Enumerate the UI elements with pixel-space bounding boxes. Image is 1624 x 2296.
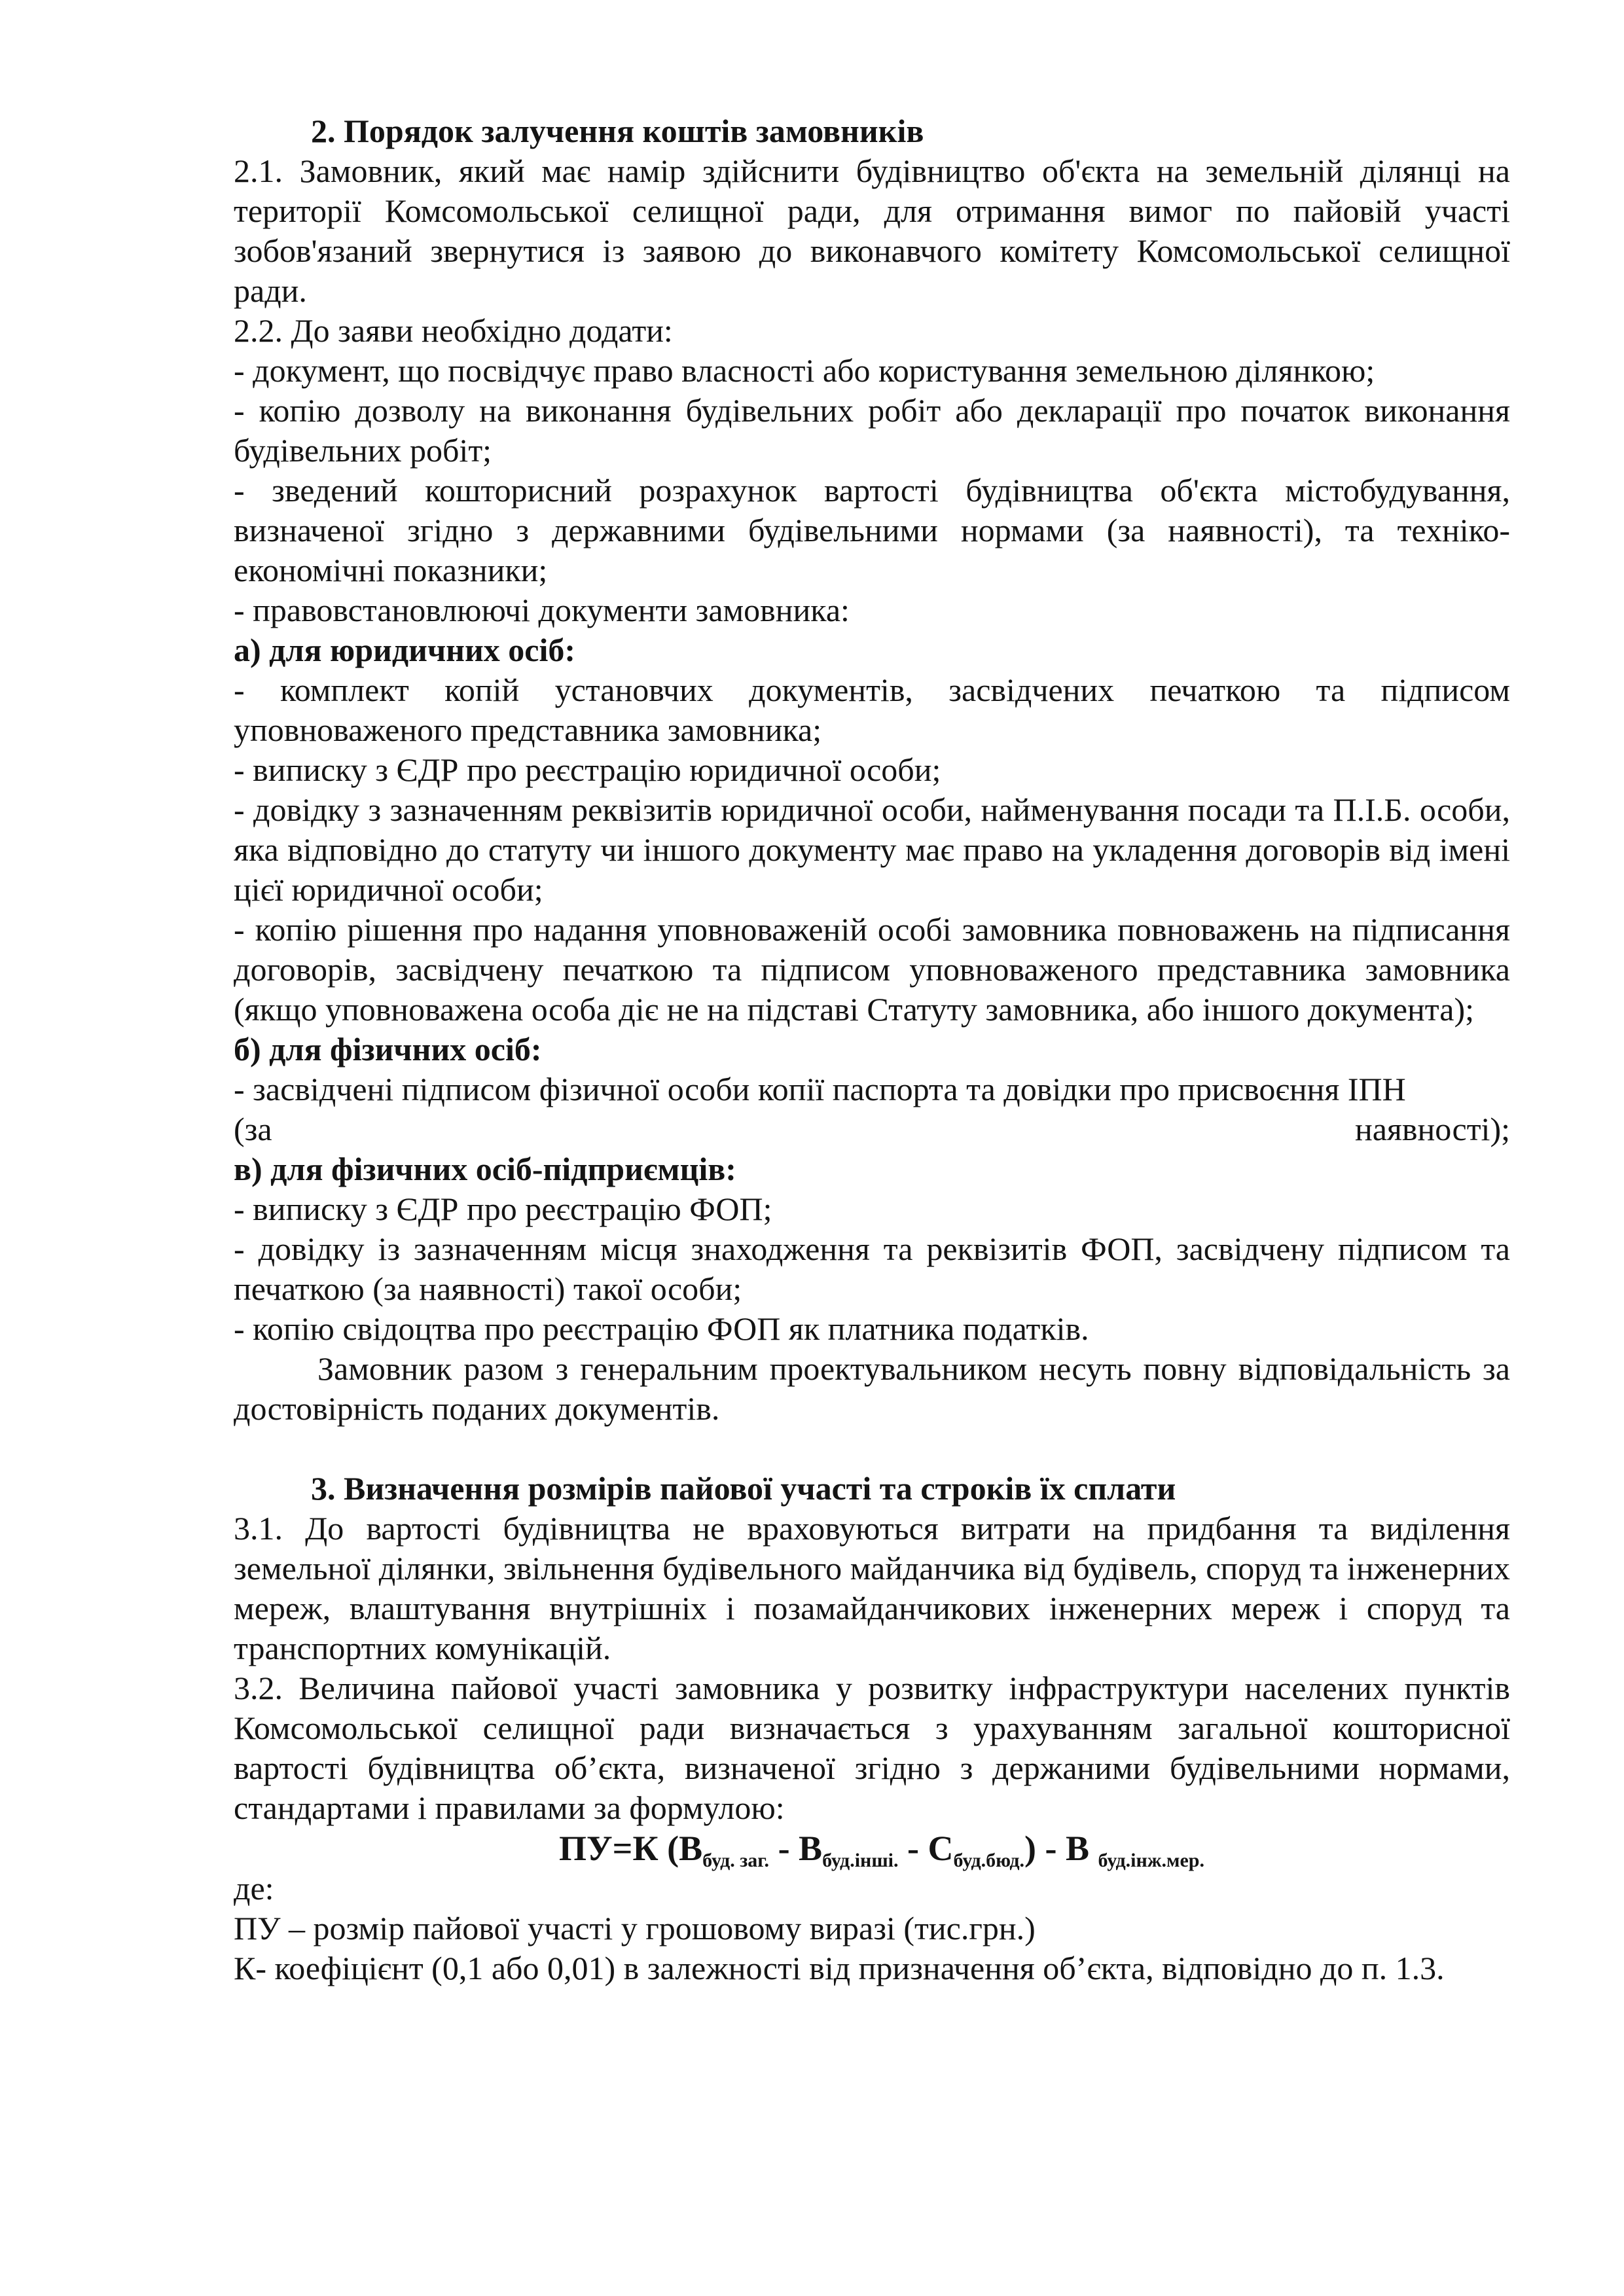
individuals-continuation-line <box>234 1109 1510 1149</box>
paragraph-3-2: 3.2. Величина пайової участі замовника у розвитку інфраструктури населених пунктів Комсомольської селищної ради визначається з урахуванням загальної кошторисної вартості будівництва об’єкта, визначеної згідно з держаними будівельними нормами, стандартами і правилами за формулою: <box>234 1670 1510 1826</box>
formula-subscript: буд.бюд. <box>953 1850 1025 1871</box>
list-item: - виписку з ЄДР про реєстрацію ФОП; <box>234 1191 772 1227</box>
share-formula <box>234 1828 1510 1869</box>
formula-subscript: буд.інші. <box>822 1850 899 1871</box>
list-item: - виписку з ЄДР про реєстрацію юридичної особи; <box>234 751 941 788</box>
section-2-heading: 2. Порядок залучення коштів замовників <box>311 113 924 149</box>
paragraph-2-1: 2.1. Замовник, який має намір здійснити будівництво об'єкта на земельній ділянці на території Комсомольської селищної ради, для отримання вимог по пайовій участі зобов'язаний звернутися із заявою до виконавчого комітету Комсомольської селищної ради. <box>234 152 1510 309</box>
paragraph-3-1: 3.1. До вартості будівництва не враховуються витрати на придбання та виділення земельної ділянки, звільнення будівельного майданчика від будівель, споруд та інженерних мереж, влаштування внутрішніх і позамайданчикових інженерних мереж і споруд та транспортних комунікацій. <box>234 1510 1510 1666</box>
definition-k: К- коефіцієнт (0,1 або 0,01) в залежності від призначення об’єкта, відповідно до п. 1.3. <box>234 1950 1445 1986</box>
section-3-heading: 3. Визначення розмірів пайової участі та строків їх сплати <box>311 1470 1176 1507</box>
formula-close: ) - В <box>1024 1829 1098 1868</box>
list-item: - копію свідоцтва про реєстрацію ФОП як платника податків. <box>234 1310 1089 1347</box>
list-item: - документ, що посвідчує право власності або користування земельною ділянкою; <box>234 352 1375 389</box>
formula-lead: ПУ=К (В <box>559 1829 703 1868</box>
list-item: - довідку із зазначенням місця знаходження та реквізитів ФОП, засвідчену підписом та печаткою (за наявності) такої особи; <box>234 1230 1510 1307</box>
definition-pu: ПУ – розмір пайової участі у грошовому виразі (тис.грн.) <box>234 1910 1036 1946</box>
formula-subscript: буд. заг. <box>702 1850 770 1871</box>
continuation-left: (за <box>234 1111 272 1147</box>
list-item: - засвідчені підписом фізичної особи копії паспорта та довідки про присвоєння ІПН <box>234 1071 1406 1107</box>
paragraph-2-2: 2.2. До заяви необхідно додати: <box>234 312 673 349</box>
formula-minus: - В <box>769 1829 823 1868</box>
list-item: - правовстановлюючі документи замовника: <box>234 592 850 628</box>
where-label: де: <box>234 1870 274 1907</box>
formula-subscript: буд.інж.мер. <box>1098 1850 1204 1871</box>
list-item: - комплект копій установчих документів, засвідчених печаткою та підписом уповноваженого представника замовника; <box>234 672 1510 748</box>
entrepreneurs-subheading: в) для фізичних осіб-підприємців: <box>234 1151 736 1187</box>
document-page <box>234 111 1510 1988</box>
list-item: - копію рішення про надання уповноваженій особі замовника повноважень на підписання договорів, засвідчену печаткою та підписом уповноваженого представника замовника (якщо уповноважена особа діє не на підставі Статуту замовника, або іншого документа); <box>234 911 1510 1028</box>
individuals-subheading: б) для фізичних осіб: <box>234 1031 542 1067</box>
responsibility-paragraph: Замовник разом з генеральним проектувальником несуть повну відповідальність за достовірність поданих документів. <box>234 1350 1510 1427</box>
list-item: - довідку з зазначенням реквізитів юридичної особи, найменування посади та П.І.Б. особи, яка відповідно до статуту чи іншого документу має право на укладення договорів від імені цієї юридичної особи; <box>234 791 1510 908</box>
list-item: - копію дозволу на виконання будівельних робіт або декларації про початок виконання будівельних робіт; <box>234 392 1510 469</box>
formula-minus: - С <box>898 1829 954 1868</box>
legal-entities-subheading: а) для юридичних осіб: <box>234 632 576 668</box>
list-item: - зведений кошторисний розрахунок вартості будівництва об'єкта містобудування, визначеної згідно з державними будівельними нормами (за наявності), та техніко-економічні показники; <box>234 472 1510 588</box>
continuation-right: наявності); <box>1354 1111 1510 1147</box>
section-spacer <box>234 1429 1510 1469</box>
